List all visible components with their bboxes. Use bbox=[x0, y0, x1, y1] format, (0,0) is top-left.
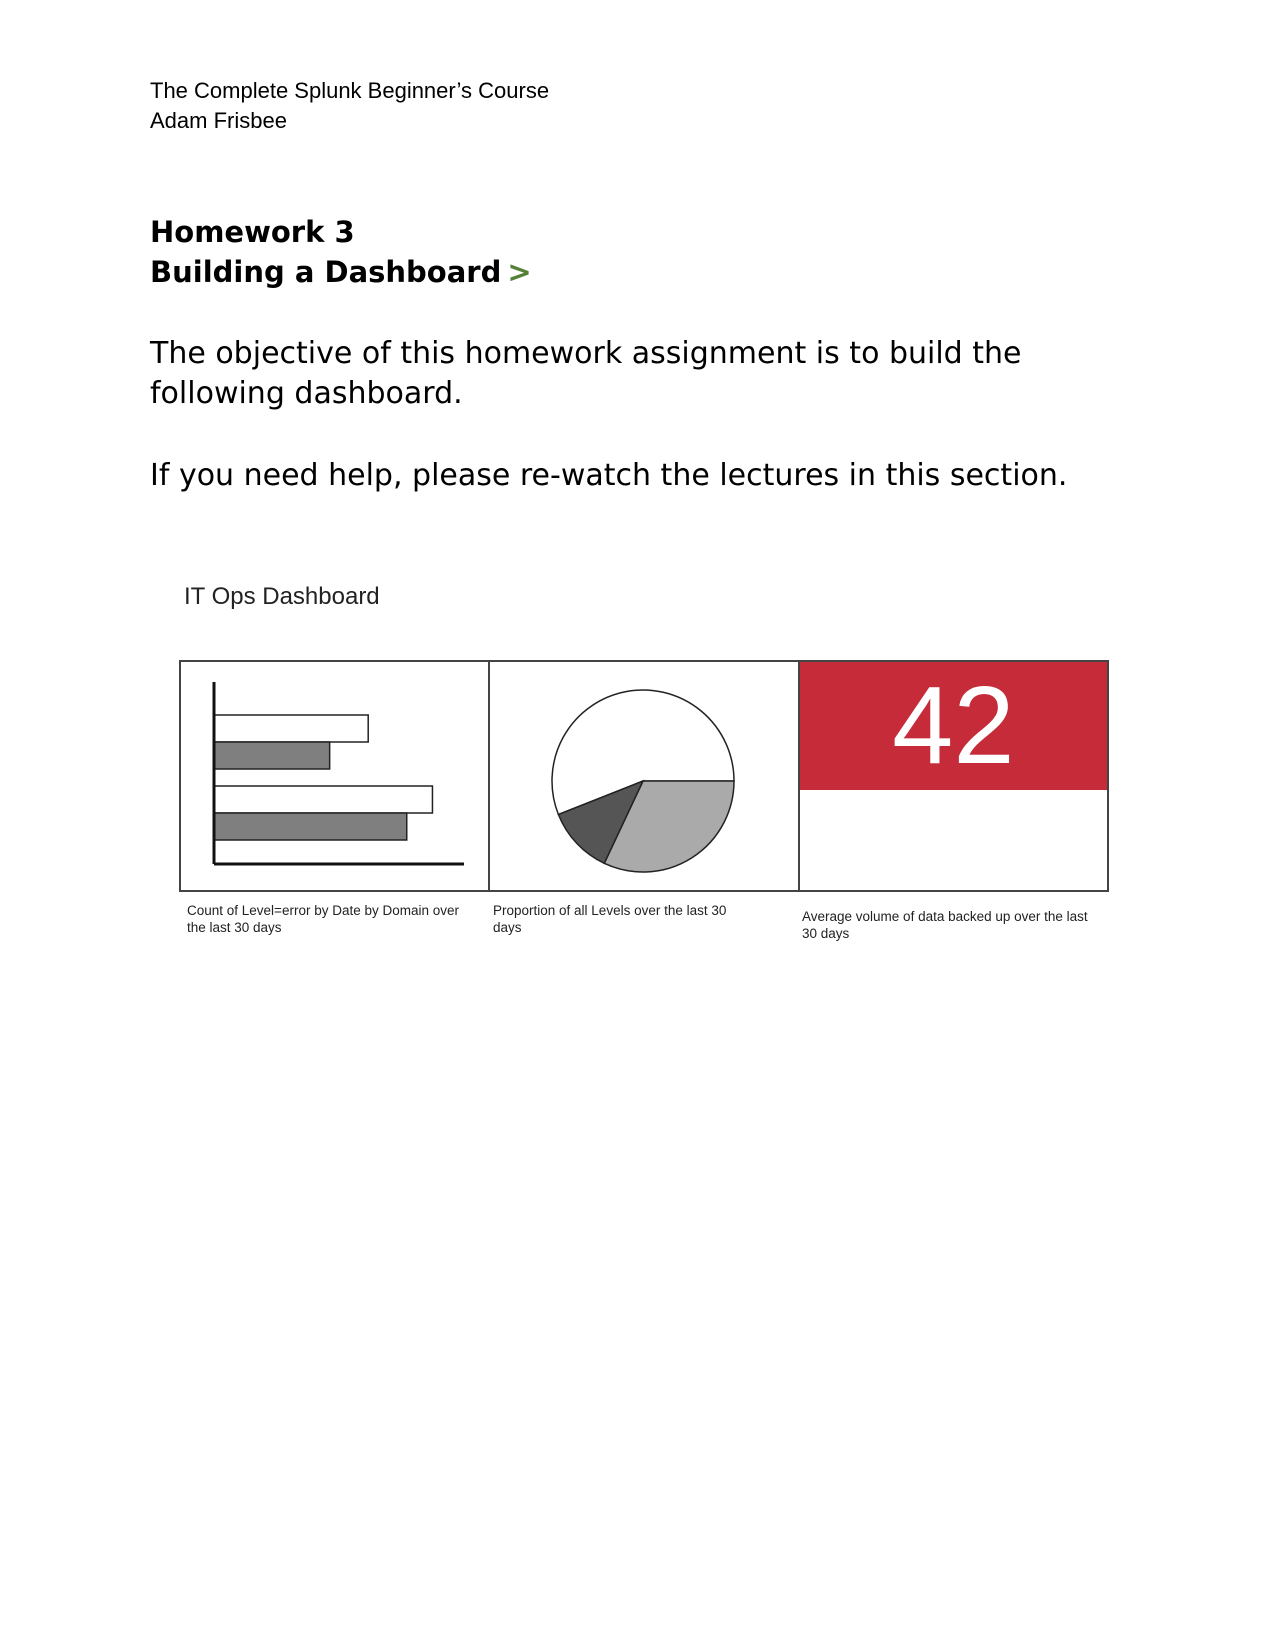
bar-chart bbox=[181, 662, 487, 890]
homework-number: Homework 3 bbox=[150, 215, 355, 249]
single-value-panel bbox=[798, 662, 1107, 890]
bar bbox=[214, 742, 330, 769]
bar-chart-panel bbox=[181, 662, 488, 890]
pie-chart-panel bbox=[488, 662, 797, 890]
bar-chart-caption: Count of Level=error by Date by Domain over the last 30 days bbox=[187, 903, 460, 935]
bar bbox=[214, 715, 368, 742]
help-paragraph: If you need help, please re-watch the lectures in this section. bbox=[150, 458, 1068, 493]
document-header bbox=[150, 76, 549, 136]
pie-chart bbox=[490, 662, 796, 890]
course-title: The Complete Splunk Beginner’s Course bbox=[150, 78, 550, 103]
bar bbox=[214, 813, 407, 840]
pie-chart-caption: Proportion of all Levels over the last 30 days bbox=[493, 903, 727, 935]
homework-subtitle bbox=[150, 252, 532, 292]
dashboard-title: IT Ops Dashboard bbox=[184, 583, 380, 610]
bar bbox=[214, 786, 432, 813]
dashboard-panels bbox=[179, 660, 1109, 892]
objective-paragraph: The objective of this homework assignment is to build the following dashboard. bbox=[150, 336, 1022, 411]
homework-heading bbox=[150, 212, 532, 292]
author-name: Adam Frisbee bbox=[150, 108, 287, 133]
homework-subtitle-text: Building a Dashboard bbox=[150, 255, 502, 289]
single-value: 42 bbox=[800, 662, 1107, 790]
chevron-right-icon: > bbox=[507, 255, 532, 289]
single-value-caption: Average volume of data backed up over the last 30 days bbox=[802, 909, 1088, 941]
